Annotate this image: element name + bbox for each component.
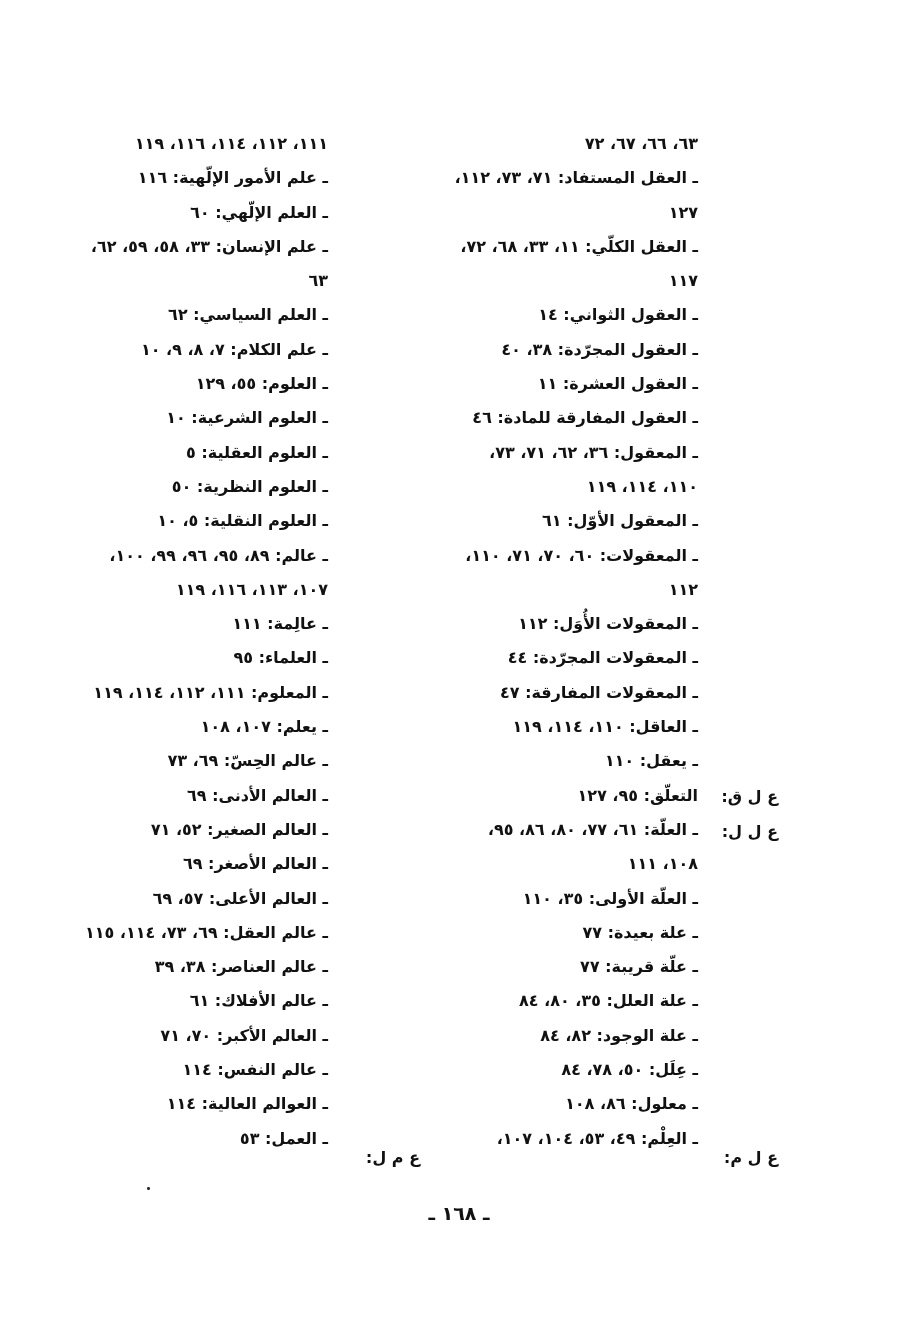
index-entry: ١١٢ xyxy=(668,579,698,599)
index-entry: ـ المعلوم: ١١١، ١١٢، ١١٤، ١١٩ xyxy=(93,682,328,702)
index-entry: ـ العلوم النقلية: ٥، ١٠ xyxy=(157,511,328,531)
index-entry: ـ العلوم النظرية: ٥٠ xyxy=(171,476,328,496)
index-entry: ١١١، ١١٢، ١١٤، ١١٦، ١١٩ xyxy=(134,134,328,153)
index-entry: ـ عالم العناصر: ٣٨، ٣٩ xyxy=(154,957,328,977)
index-entry: ـ العلم الإلّهي: ٦٠ xyxy=(190,202,328,222)
index-entry: ٦٣، ٦٦، ٦٧، ٧٢ xyxy=(584,134,698,153)
index-entry: ـ العقل المستفاد: ٧١، ٧٣، ١١٢، xyxy=(454,168,698,188)
index-entry: ـ العلّة: ٦١، ٧٧، ٨٠، ٨٦، ٩٥، xyxy=(487,819,698,839)
index-entry: ـ العلم السياسي: ٦٢ xyxy=(168,305,328,325)
index-entry: ـ العلماء: ٩٥ xyxy=(233,648,328,668)
index-entry: ـ العِلْم: ٤٩، ٥٣، ١٠٤، ١٠٧، xyxy=(496,1128,698,1148)
index-entry: ١١٠، ١١٤، ١١٩ xyxy=(586,476,698,496)
index-entry: ١٢٧ xyxy=(668,202,698,222)
index-entry: ـ العقول المفارقة للمادة: ٤٦ xyxy=(472,408,698,428)
index-entry: ١٠٨، ١١١ xyxy=(627,854,698,874)
index-entry: ـ العمل: ٥٣ xyxy=(239,1128,328,1148)
index-entry: ـ عالِمة: ١١١ xyxy=(232,614,328,634)
index-entry: ـ عالم الأفلاك: ٦١ xyxy=(189,991,328,1011)
index-entry: ـ يعقل: ١١٠ xyxy=(604,751,698,771)
index-entry: ـ المعقولات الأُوَل: ١١٢ xyxy=(518,614,698,634)
root-heading-ayn-lam-mim: ع ل م: xyxy=(723,1148,778,1167)
index-entry: ـ عالم: ٨٩، ٩٥، ٩٦، ٩٩، ١٠٠، xyxy=(109,545,328,565)
index-column-right xyxy=(433,127,698,1156)
index-entry: ١٠٧، ١١٣، ١١٦، ١١٩ xyxy=(175,579,328,599)
index-entry: ـ العلّة الأولى: ٣٥، ١١٠ xyxy=(522,888,698,908)
root-heading-ayn-lam-lam: ع ل ل: xyxy=(721,822,778,841)
index-entry: ـ علة العلل: ٣٥، ٨٠، ٨٤ xyxy=(519,991,698,1011)
index-entry: ١١٧ xyxy=(668,271,698,291)
index-entry: ـ العالم الصغير: ٥٢، ٧١ xyxy=(150,819,328,839)
root-heading-ayn-mim-lam: ع م ل: xyxy=(365,1148,420,1167)
index-entry: التعلّق: ٩٥، ١٢٧ xyxy=(577,785,698,805)
index-entry: ـ المعقول: ٣٦، ٦٢، ٧١، ٧٣، xyxy=(489,442,698,462)
ink-dot xyxy=(147,1187,150,1190)
index-entry: ـ علّة قريبة: ٧٧ xyxy=(580,957,698,977)
index-entry: ـ العالم الأصغر: ٦٩ xyxy=(182,854,328,874)
index-entry: ـ العلوم العقلية: ٥ xyxy=(186,442,328,462)
index-entry: ـ العالم الأدنى: ٦٩ xyxy=(187,785,328,805)
index-entry: ـ يعلم: ١٠٧، ١٠٨ xyxy=(200,717,328,737)
root-heading-ayn-lam-qaf: ع ل ق: xyxy=(721,787,778,806)
index-entry: ـ العقول المجرّدة: ٣٨، ٤٠ xyxy=(501,339,698,359)
index-entry: ـ عالم الحِسّ: ٦٩، ٧٣ xyxy=(167,751,328,771)
index-entry: ـ العوالم العالية: ١١٤ xyxy=(166,1094,328,1114)
index-entry: ـ علم الأمور الإلّهية: ١١٦ xyxy=(137,168,328,188)
index-entry: ـ العقول العشرة: ١١ xyxy=(537,374,698,394)
index-entry: ـ عِلَل: ٥٠، ٧٨، ٨٤ xyxy=(561,1060,698,1080)
index-entry: ـ عالم النفس: ١١٤ xyxy=(182,1060,328,1080)
index-entry: ـ العقل الكلّي: ١١، ٣٣، ٦٨، ٧٢، xyxy=(460,236,698,256)
index-entry: ـ المعقولات المجرّدة: ٤٤ xyxy=(507,648,698,668)
index-entry: ـ معلول: ٨٦، ١٠٨ xyxy=(565,1094,698,1114)
index-entry: ـ العاقل: ١١٠، ١١٤، ١١٩ xyxy=(512,717,698,737)
page-number: ـ ١٦٨ ـ xyxy=(428,1203,490,1225)
index-entry: ـ العقول الثواني: ١٤ xyxy=(538,305,698,325)
index-column-left xyxy=(78,127,328,1156)
index-entry: ٦٣ xyxy=(308,271,328,291)
index-entry: ـ علم الكلام: ٧، ٨، ٩، ١٠ xyxy=(140,339,328,359)
index-entry: ـ العلوم الشرعية: ١٠ xyxy=(166,408,328,428)
index-entry: ـ علة الوجود: ٨٢، ٨٤ xyxy=(540,1025,698,1045)
index-entry: ـ العالم الأعلى: ٥٧، ٦٩ xyxy=(152,888,328,908)
index-entry: ـ علة بعيدة: ٧٧ xyxy=(582,922,698,942)
index-entry: ـ العلوم: ٥٥، ١٢٩ xyxy=(195,374,328,394)
index-entry: ـ العالم الأكبر: ٧٠، ٧١ xyxy=(160,1025,328,1045)
index-entry: ـ علم الإنسان: ٣٣، ٥٨، ٥٩، ٦٢، xyxy=(90,236,328,256)
index-entry: ـ المعقولات المفارقة: ٤٧ xyxy=(499,682,698,702)
index-entry: ـ عالم العقل: ٦٩، ٧٣، ١١٤، ١١٥ xyxy=(84,922,328,942)
index-entry: ـ المعقولات: ٦٠، ٧٠، ٧١، ١١٠، xyxy=(465,545,698,565)
index-entry: ـ المعقول الأوّل: ٦١ xyxy=(541,511,698,531)
